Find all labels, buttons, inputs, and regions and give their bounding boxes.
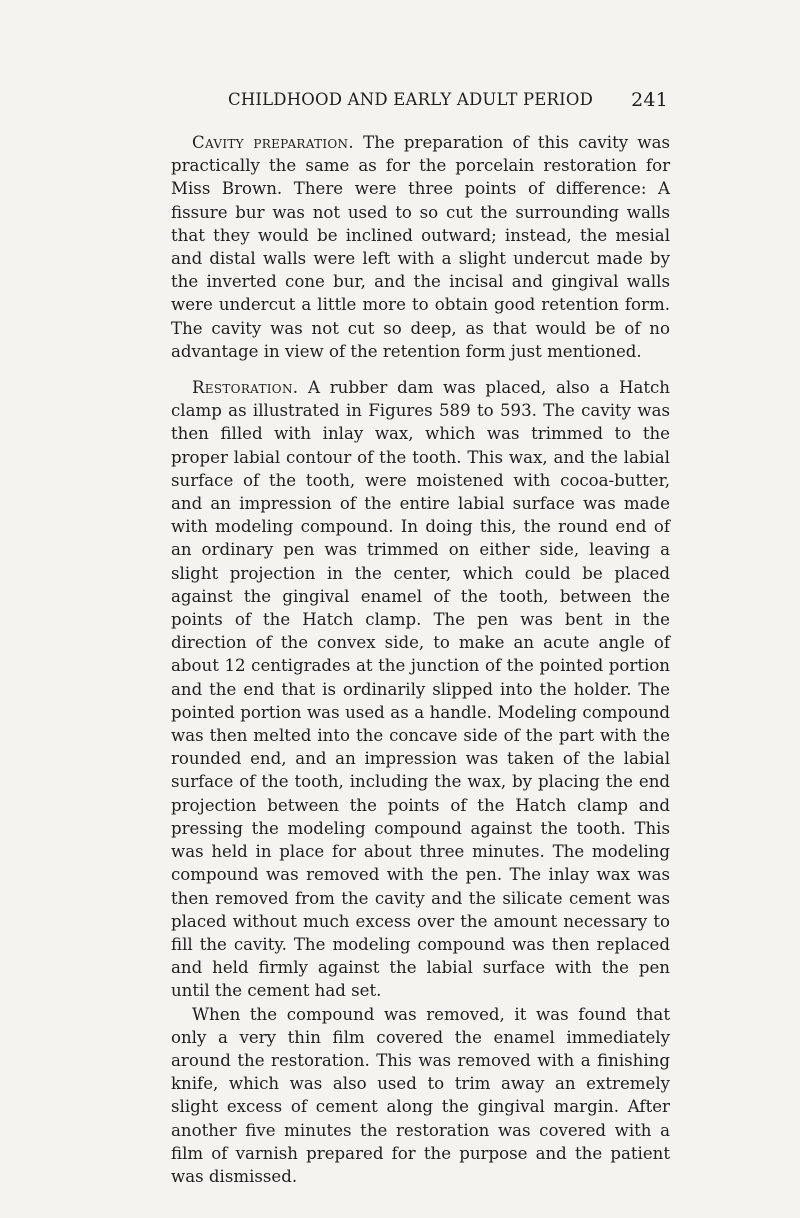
section-lead-cavity-preparation: Cavity preparation.	[192, 133, 354, 152]
section-lead-restoration: Restoration.	[192, 378, 299, 398]
page-number: 241	[631, 89, 668, 111]
paragraph-conclusion	[171, 1003, 670, 1189]
paragraph-text: When the compound was removed, it was found that only a very thin film covered the enamel immediately around the restoration. This was removed with a finishing knife, which was also used to trim away an extremely slight excess of cement along the gingival margin. After another five minutes the restoration was covered with a film of varnish prepared for the purpose and the patient was dismissed.	[171, 1004, 670, 1186]
running-title: CHILDHOOD AND EARLY ADULT PERIOD	[228, 90, 594, 109]
paragraph-text: The preparation of this cavity was practically the same as for the porcelain restoration for Miss Brown. There were three points of difference: A fissure bur was not used to so cut the surrounding walls that they would be inclined outward; instead, the mesial and distal walls were left with a slight undercut made by the inverted cone bur, and the incisal and gingival walls were undercut a little more to obtain good retention form. The cavity was not cut so deep, as that would be of no advantage in view of the retention form just mentioned.	[171, 133, 670, 361]
paragraph-cavity-preparation	[171, 131, 670, 363]
paragraph-text: A rubber dam was placed, also a Hatch clamp as illustrated in Figures 589 to 593. The cavity was then filled with inlay wax, which was trimmed to the proper labial contour of the tooth. This wax, and the labial surface of the tooth, were moistened with cocoa-butter, and an impression of the entire labial surface was made with modeling compound. In doing this, the round end of an ordinary pen was trimmed on either side, leaving a slight projection in the center, which could be placed against the gingival enamel of the tooth, between the points of the Hatch clamp. The pen was bent in the direction of the convex side, to make an acute angle of about 12 centigrades at the junction of the pointed portion and the end that is ordinarily slipped into the holder. The pointed portion was used as a handle. Modeling compound was then melted into the concave side of the part with the rounded end, and an impression was taken of the labial surface of the tooth, including the wax, by placing the end projection between the points of the Hatch clamp and pressing the modeling compound against the tooth. This was held in place for about three minutes. The modeling compound was removed with the pen. The inlay wax was then removed from the cavity and the silicate cement was placed without much excess over the amount necessary to fill the cavity. The modeling compound was then replaced and held firmly against the labial surface with the pen until the cement had set.	[171, 378, 670, 1001]
body-text	[171, 131, 670, 1188]
paragraph-restoration	[171, 376, 670, 1002]
running-head	[171, 90, 668, 114]
